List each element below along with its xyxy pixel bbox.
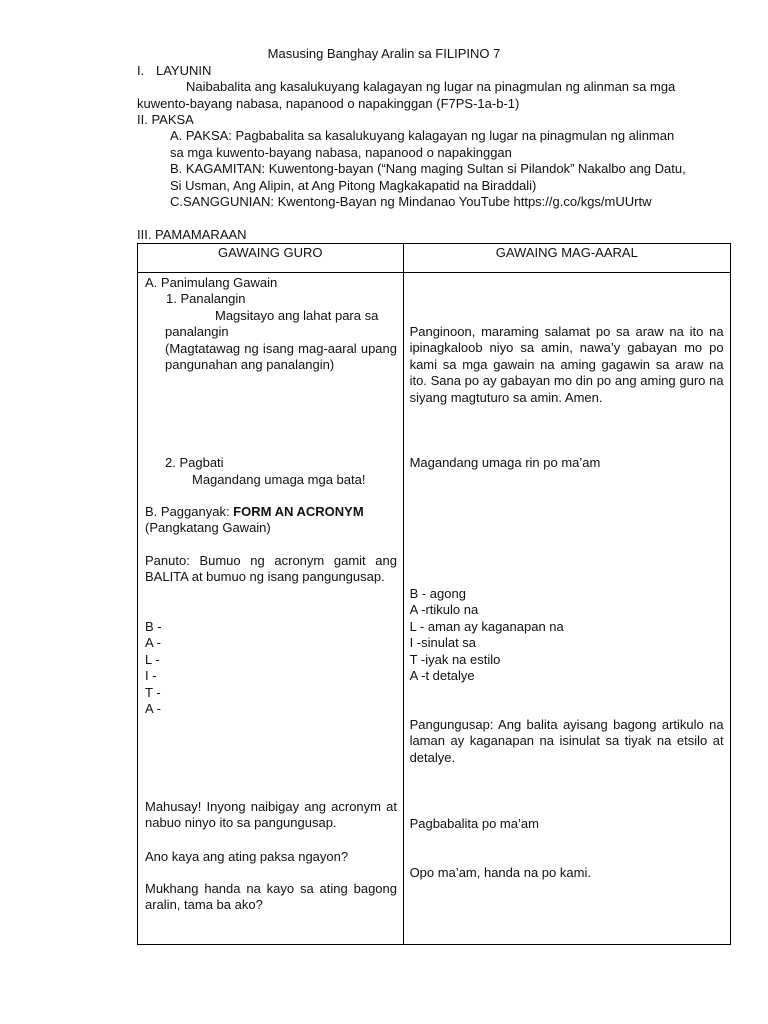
acronym-letter: I - xyxy=(145,668,157,683)
objective-line-2: kuwento-bayang nabasa, napanood o napakinggan (F7PS-1a-b-1) xyxy=(137,96,520,111)
form-an-acronym-label: FORM AN ACRONYM xyxy=(233,504,364,519)
mag-aaral-cell xyxy=(403,273,730,945)
guro-cell xyxy=(138,273,404,945)
panalangin-label: 1. Panalangin xyxy=(166,291,246,306)
section-3-heading: III. PAMAMARAAN xyxy=(137,227,247,242)
prayer-response: Panginoon, maraming salamat po sa araw na ito na ipinagkaloob niyo sa amin, nawa’y gabayan mo po kami sa mga gawain na aming gagawin sa araw na ito. Sana po ay gabayan mo din po ang aming guro na siyang magtuturo sa amin. Amen. xyxy=(409,324,724,405)
procedure-table xyxy=(137,243,731,945)
section-2-heading: II. PAKSA xyxy=(137,112,194,127)
pagbati-label: 2. Pagbati xyxy=(165,455,224,470)
acronym-answer: T -iyak na estilo xyxy=(409,652,501,667)
section-1-heading: LAYUNIN xyxy=(156,63,212,78)
paksa-line-2: sa mga kuwento-bayang nabasa, napanood o napakinggan xyxy=(170,145,512,160)
pagganyak-line: B. Pagganyak: FORM AN ACRONYM xyxy=(145,504,364,519)
acronym-letter: T - xyxy=(145,685,161,700)
guro-column-header: GAWAING GURO xyxy=(138,244,404,273)
pangkatang-gawain-label: (Pangkatang Gawain) xyxy=(145,520,271,535)
document-title: Masusing Banghay Aralin sa FILIPINO 7 xyxy=(267,46,501,61)
acronym-letter: B - xyxy=(145,619,162,634)
mag-aaral-column-header: GAWAING MAG-AARAL xyxy=(403,244,730,273)
objective-line-1: Naibabalita ang kasalukuyang kalagayan ng lugar na pinagmulan ng alinman sa mga xyxy=(186,79,676,94)
panalangin-instruction: (Magtatawag ng isang mag-aaral upang pangunahan ang panalangin) xyxy=(165,341,397,373)
panalangin-text-2: panalangin xyxy=(165,324,229,339)
acronym-answer: I -sinulat sa xyxy=(409,635,477,650)
mukhang-handa-text: Mukhang handa na kayo sa ating bagong aralin, tama ba ako? xyxy=(145,881,397,913)
handa-response: Opo ma’am, handa na po kami. xyxy=(409,865,591,880)
acronym-answer: L - aman ay kaganapan na xyxy=(409,619,564,634)
pagbati-text: Magandang umaga mga bata! xyxy=(192,472,366,487)
pangungusap-response: Pangungusap: Ang balita ayisang bagong artikulo na laman ay kaganapan na isinulat sa tiyak na etsilo at detalye. xyxy=(409,717,724,765)
acronym-answer: A -rtikulo na xyxy=(409,602,479,617)
panalangin-text-1: Magsitayo ang lahat para sa xyxy=(215,308,379,323)
acronym-letter: L - xyxy=(145,652,160,667)
panuto-text: Panuto: Bumuo ng acronym gamit ang BALITA at bumuo ng isang pangungusap. xyxy=(145,553,397,585)
panimulang-gawain-heading: A. Panimulang Gawain xyxy=(145,275,278,290)
mahusay-text: Mahusay! Inyong naibigay ang acronym at nabuo ninyo ito sa pangungusap. xyxy=(145,799,397,831)
acronym-letter: A - xyxy=(145,635,161,650)
acronym-letter: A - xyxy=(145,701,161,716)
acronym-answer: B - agong xyxy=(409,586,466,601)
kagamitan-line-2: Si Usman, Ang Alipin, at Ang Pitong Magkakapatid na Biraddali) xyxy=(170,178,537,193)
kagamitan-line-1: B. KAGAMITAN: Kuwentong-bayan (“Nang maging Sultan si Pilandok” Nakalbo ang Datu, xyxy=(170,161,686,176)
paksa-response: Pagbabalita po ma’am xyxy=(409,816,539,831)
acronym-answer: A -t detalye xyxy=(409,668,475,683)
section-1-number: I. xyxy=(137,63,145,78)
greeting-response: Magandang umaga rin po ma’am xyxy=(409,455,601,470)
sanggunian-line: C.SANGGUNIAN: Kwentong-Bayan ng Mindanao YouTube https://g.co/kgs/mUUrtw xyxy=(170,194,652,209)
ano-kaya-text: Ano kaya ang ating paksa ngayon? xyxy=(145,849,349,864)
paksa-line-1: A. PAKSA: Pagbabalita sa kasalukuyang kalagayan ng lugar na pinagmulan ng alinman xyxy=(170,128,675,143)
